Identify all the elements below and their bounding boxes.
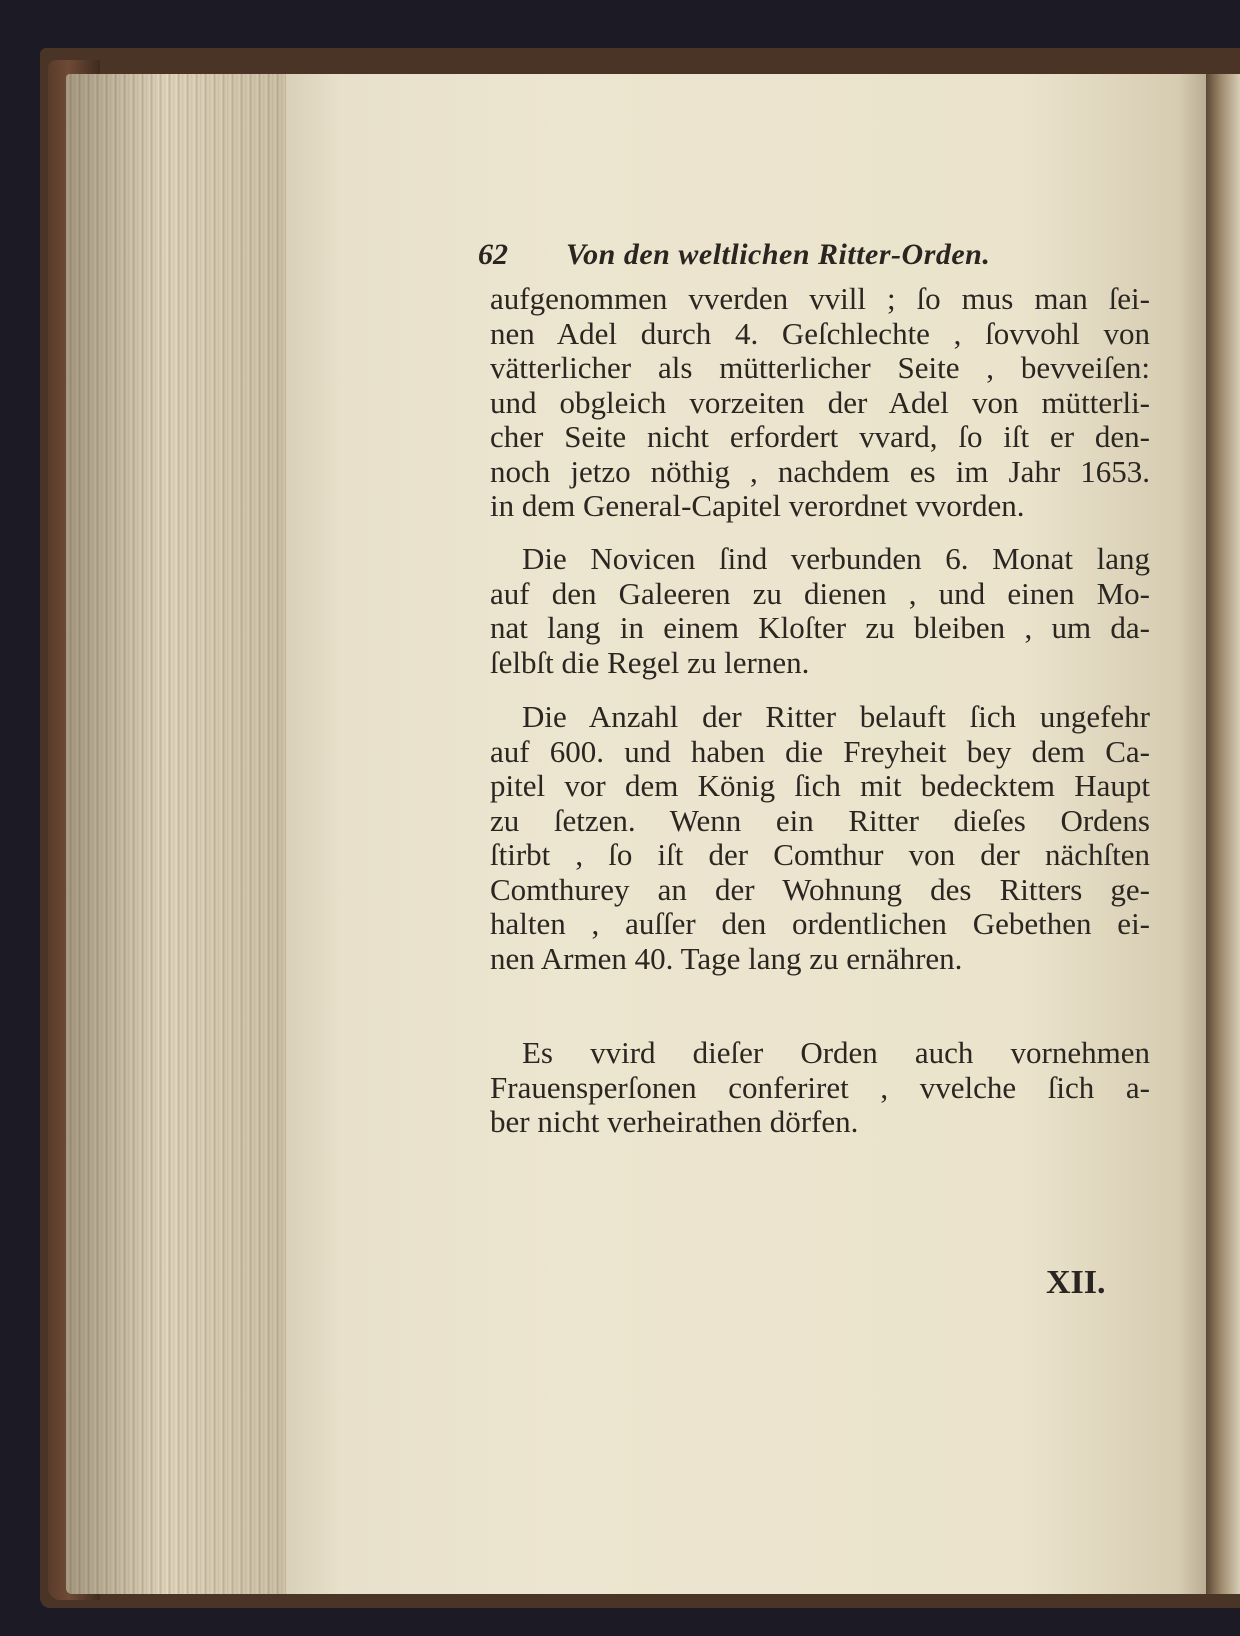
text-line: Comthurey an der Wohnung des Ritters ge- — [490, 871, 1150, 907]
text-line: cher Seite nicht erfordert vvard, ſo iſt er den- — [490, 419, 1150, 454]
paragraph-2 — [490, 542, 1150, 680]
catchword: XII. — [1046, 1264, 1106, 1301]
text-line: nen Armen 40. Tage lang zu ernähren. — [490, 940, 963, 976]
paragraph-4 — [490, 1036, 1150, 1140]
text-line: pitel vor dem König ſich mit bedecktem Haupt — [490, 768, 1150, 803]
text-line: und obgleich vorzeiten der Adel von mütterli- — [490, 384, 1150, 420]
page-stack-shadow — [66, 74, 286, 1594]
page-number: 62 — [478, 238, 508, 271]
text-line: Die Anzahl der Ritter belauft ſich ungefehr — [522, 699, 1150, 734]
text-line: ber nicht verheirathen dörfen. — [490, 1104, 859, 1139]
text-line: halten , auſſer den ordentlichen Gebethen ei- — [490, 906, 1150, 941]
text-line: auf 600. und haben die Freyheit bey dem Ca- — [490, 733, 1150, 769]
text-line: in dem General-Capitel verordnet vvorden. — [490, 488, 1025, 523]
text-line: zu ſetzen. Wenn ein Ritter dieſes Ordens — [490, 802, 1150, 838]
text-line: nen Adel durch 4. Geſchlechte , ſovvohl von — [490, 315, 1150, 351]
text-line: nat lang in einem Kloſter zu bleiben , um da- — [490, 610, 1150, 645]
text-line: Die Novicen ſind verbunden 6. Monat lang — [522, 541, 1150, 576]
text-line: ſelbſt die Regel zu lernen. — [490, 644, 810, 680]
text-line: ſtirbt , ſo iſt der Comthur von der nächſten — [490, 837, 1150, 872]
text-line: Es vvird dieſer Orden auch vornehmen — [522, 1035, 1150, 1070]
text-line: vätterlicher als mütterlicher Seite , bevveiſen: — [490, 350, 1150, 385]
running-head: Von den weltlichen Ritter-Orden. — [566, 238, 991, 271]
paragraph-1 — [490, 282, 1150, 524]
paragraph-3 — [490, 700, 1150, 976]
text-line: Frauensperſonen conferiret , vvelche ſich a- — [490, 1069, 1150, 1105]
text-line: auf den Galeeren zu dienen , und einen Mo- — [490, 575, 1150, 611]
text-line: aufgenommen vverden vvill ; ſo mus man ſei- — [490, 281, 1150, 316]
text-line: noch jetzo nöthig , nachdem es im Jahr 1653. — [490, 453, 1150, 489]
facing-page-gutter — [1206, 74, 1240, 1594]
